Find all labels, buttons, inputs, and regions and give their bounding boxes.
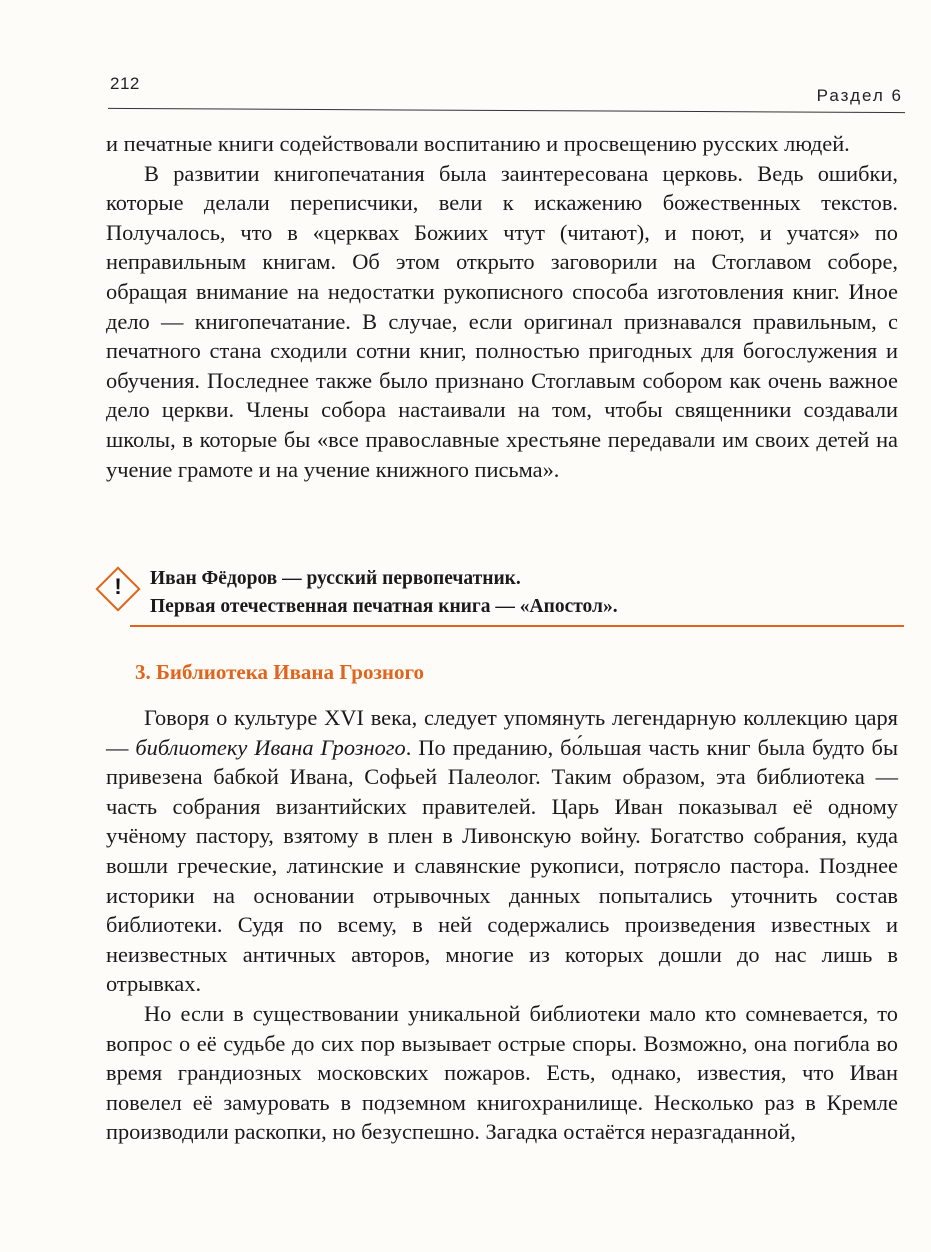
paragraph-library-end: . По преданию, бо́льшая часть книг была будто бы привезена бабкой Ивана, Софьей Палеолог. Таким образом, эта библиотека — часть собрания византийских правителей. Царь Иван показывал её одному учёному пастору, взятому в плен в Ливонскую войну. Богатство собрания, куда вошли греческие, латинские и славянские рукописи, потрясло пастора. Позднее историки на основании отрывочных данных попытались уточнить состав библиотеки. Судя по всему, в ней содержались произведения известных и неизвестных античных авторов, многие из которых дошли до нас лишь в отрывках. bbox=[106, 734, 898, 997]
paragraph-library bbox=[106, 703, 898, 999]
section-heading: 3. Библиотека Ивана Грозного bbox=[135, 660, 425, 684]
text-block-1 bbox=[106, 129, 898, 484]
page-number: 212 bbox=[110, 74, 140, 93]
note-underline bbox=[130, 625, 904, 627]
note-line-1: Иван Фёдоров — русский первопечатник. bbox=[150, 568, 521, 589]
header-divider bbox=[108, 108, 905, 113]
paragraph-fate: Но если в существовании уникальной библиотеки мало кто сомневается, то вопрос о её судьбе до сих пор вызывает острые споры. Возможно, она погибла во время грандиозных московских пожаров. Есть, однако, известия, что Иван повелел её замуровать в подземном книгохранилище. Несколько раз в Кремле производили раскопки, но безуспешно. Загадка остаётся неразгаданной, bbox=[106, 1000, 898, 1145]
paragraph-continuation: и печатные книги содействовали воспитанию и просвещению русских людей. bbox=[106, 131, 850, 156]
note-text bbox=[150, 565, 890, 621]
paragraph-library-italic: библиотеку Ивана Грозного bbox=[135, 734, 406, 760]
text-block-2 bbox=[106, 703, 898, 1147]
paragraph-library-start: Говоря о культуре XVI века, следует упомянуть легендарную коллекцию царя — bbox=[106, 705, 898, 760]
key-facts-note bbox=[96, 561, 904, 631]
note-line-2: Первая отечественная печатная книга — «Апостол». bbox=[150, 596, 618, 617]
paragraph-church: В развитии книгопечатания была заинтересована церковь. Ведь ошибки, которые делали переписчики, вели к искажению божественных текстов. Получалось, что в «церквах Божиих чтут (читают), и поют, и учатся» по неправильным книгам. Об этом открыто заговорили на Стоглавом соборе, обращая внимание на недостатки рукописного способа изготовления книг. Иное дело — книгопечатание. В случае, если оригинал признавался правильным, с печатного стана сходили сотни книг, полностью пригодных для богослужения и обучения. Последнее также было признано Стоглавым собором как очень важное дело церкви. Члены собора настаивали на том, чтобы священники создавали школы, в которые бы «все православные хрестьяне передавали им своих детей на учение грамоте и на учение книжного письма». bbox=[106, 160, 898, 482]
exclamation-mark: ! bbox=[114, 574, 122, 599]
section-label: Раздел 6 bbox=[816, 86, 903, 105]
